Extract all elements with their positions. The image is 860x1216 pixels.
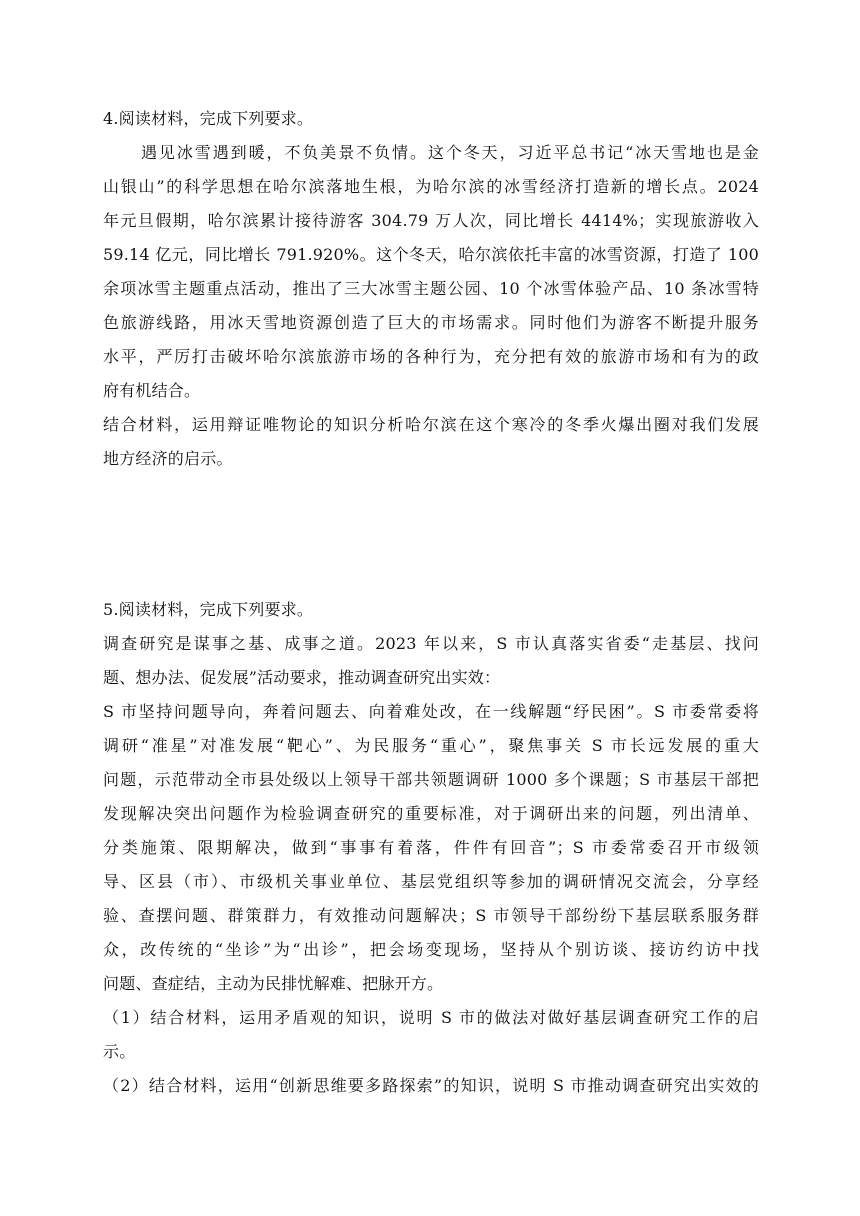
sub-question-line: 示。 — [103, 1042, 136, 1061]
sub-question-line: （1）结合材料，运用矛盾观的知识，说明 S 市的做法对做好基层调查研究工作的启 — [103, 1008, 759, 1027]
material-line: 年元旦假期，哈尔滨累计接待游客 304.79 万人次，同比增长 4414%；实现旅游收入 — [103, 211, 759, 230]
material-line: 问题、查症结，主动为民排忧解难、把脉开方。 — [103, 974, 444, 993]
material-line: 59.14 亿元，同比增长 791.920%。这个冬天，哈尔滨依托丰富的冰雪资源，打造了 100 — [103, 245, 759, 264]
material-line: 水平，严厉打击破坏哈尔滨旅游市场的各种行为，充分把有效的旅游市场和有为的政 — [103, 347, 759, 366]
question-5 — [103, 593, 759, 1103]
material-line: S 市坚持问题导向，奔着问题去、向着难处改，在一线解题“纾民困”。S 市委常委将 — [103, 702, 759, 721]
material-line: 调查研究是谋事之基、成事之道。2023 年以来，S 市认真落实省委“走基层、找问 — [103, 634, 759, 653]
question-line: 结合材料，运用辩证唯物论的知识分析哈尔滨在这个寒冷的冬季火爆出圈对我们发展 — [103, 415, 759, 434]
material-line: 分类施策、限期解决，做到“事事有着落，件件有回音”；S 市委常委召开市级领 — [103, 838, 759, 857]
material-line: 府有机结合。 — [103, 381, 201, 400]
material-line: 余项冰雪主题重点活动，推出了三大冰雪主题公园、10 个冰雪体验产品、10 条冰雪特 — [103, 279, 759, 298]
material-line: 众，改传统的“坐诊”为“出诊”，把会场变现场，坚持从个别访谈、接访约访中找 — [103, 940, 759, 959]
material-line: 色旅游线路，用冰天雪地资源创造了巨大的市场需求。同时他们为游客不断提升服务 — [103, 313, 759, 332]
material-line: 问题，示范带动全市县处级以上领导干部共领题调研 1000 多个课题；S 市基层干部把 — [103, 770, 759, 789]
material-line: 验、查摆问题、群策群力，有效推动问题解决；S 市领导干部纷纷下基层联系服务群 — [103, 906, 759, 925]
sub-question-line: （2）结合材料，运用“创新思维要多路探索”的知识，说明 S 市推动调查研究出实效的 — [103, 1076, 759, 1095]
material-line: 遇见冰雪遇到暖，不负美景不负情。这个冬天，习近平总书记“冰天雪地也是金 — [141, 143, 759, 162]
material-line: 调研“准星”对准发展“靶心”、为民服务“重心”，聚焦事关 S 市长远发展的重大 — [103, 736, 759, 755]
question-4-heading: 4.阅读材料，完成下列要求。 — [103, 109, 314, 128]
material-line: 导、区县（市）、市级机关事业单位、基层党组织等参加的调研情况交流会，分享经 — [103, 872, 759, 891]
material-line: 题、想办法、促发展”活动要求，推动调查研究出实效： — [103, 668, 501, 687]
material-line: 发现解决突出问题作为检验调查研究的重要标准，对于调研出来的问题，列出清单、 — [103, 804, 759, 823]
material-line: 山银山”的科学思想在哈尔滨落地生根，为哈尔滨的冰雪经济打造新的增长点。2024 — [103, 177, 759, 196]
question-line: 地方经济的启示。 — [103, 449, 233, 468]
question-4 — [103, 102, 759, 476]
question-5-heading: 5.阅读材料，完成下列要求。 — [103, 600, 314, 619]
